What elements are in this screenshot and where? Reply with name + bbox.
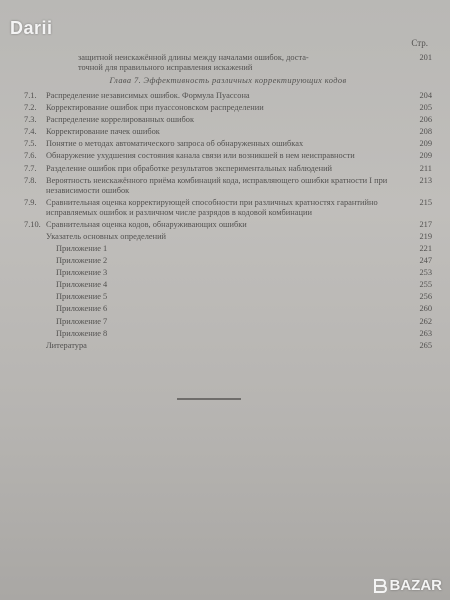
toc-entry-number: 7.2. bbox=[24, 103, 37, 113]
back-matter-page: 262 bbox=[419, 316, 432, 326]
toc-back-matter-item bbox=[24, 256, 432, 266]
toc-entry bbox=[24, 164, 432, 174]
back-matter-title: Литература bbox=[46, 340, 87, 350]
back-matter-title: Приложение 6 bbox=[56, 304, 108, 314]
toc-entry-page: 211 bbox=[419, 163, 432, 173]
toc-entry bbox=[24, 176, 432, 196]
toc-entry-page: 208 bbox=[419, 127, 432, 137]
toc-entry-title: Корректирование ошибок при пуассоновском распределении bbox=[46, 103, 264, 113]
toc-entry bbox=[24, 139, 432, 149]
toc-entry-title: Обнаружение ухудшения состояния канала связи или возникшей в нем неисправности bbox=[46, 151, 355, 161]
toc-entry bbox=[24, 198, 432, 218]
toc-back-matter-item bbox=[24, 329, 432, 339]
toc-entry bbox=[24, 103, 432, 113]
toc-entry-number: 7.10. bbox=[24, 219, 41, 229]
toc-entry-title: Понятие о методах автоматического запроса об обнаруженных ошибках bbox=[46, 139, 304, 149]
toc-back-matter-item bbox=[24, 292, 432, 302]
bazar-logo-text: BAZAR bbox=[389, 577, 442, 594]
back-matter-title: Приложение 1 bbox=[56, 244, 108, 254]
back-matter-page: 253 bbox=[419, 268, 432, 278]
back-matter-title: Приложение 5 bbox=[56, 292, 108, 302]
page-column-label: Стр. bbox=[411, 38, 428, 48]
back-matter-title: Приложение 2 bbox=[56, 256, 108, 266]
toc-entry-number: 7.7. bbox=[24, 163, 37, 173]
toc-entry bbox=[24, 151, 432, 161]
toc-back-matter-item bbox=[24, 280, 432, 290]
toc-back-matter-item bbox=[24, 317, 432, 327]
toc-entry-number: 7.9. bbox=[24, 197, 37, 207]
toc-entry-line: точной для правильного исправления искажений bbox=[78, 62, 253, 72]
toc-entry-title: Распределение коррелированных ошибок bbox=[46, 115, 195, 125]
toc-entry-number: 7.4. bbox=[24, 127, 37, 137]
toc-entry-title: Разделение ошибок при обработке результатов экспериментальных наблюдений bbox=[46, 163, 333, 173]
toc-entry-page: 213 bbox=[419, 175, 432, 185]
toc-entry-page: 206 bbox=[419, 115, 432, 125]
back-matter-page: 219 bbox=[419, 231, 432, 241]
table-of-contents bbox=[24, 38, 432, 353]
back-matter-page: 256 bbox=[419, 292, 432, 302]
toc-entry bbox=[24, 91, 432, 101]
toc-entry-page: 215 bbox=[419, 197, 432, 207]
toc-back-matter-item bbox=[24, 268, 432, 278]
back-matter-title: Приложение 4 bbox=[56, 280, 108, 290]
toc-entries bbox=[24, 91, 432, 230]
back-matter-title: Приложение 7 bbox=[56, 316, 108, 326]
toc-entry-page: 204 bbox=[419, 91, 432, 101]
toc-entry-title: Вероятность неискажённого приёма комбинаций кода, исправляющего ошибки кратности I при независимости ошибок bbox=[46, 175, 388, 195]
toc-entry bbox=[24, 127, 432, 137]
back-matter-page: 263 bbox=[419, 328, 432, 338]
toc-back-matter bbox=[24, 232, 432, 351]
toc-entry-number: 7.6. bbox=[24, 151, 37, 161]
toc-entry-page: 205 bbox=[419, 103, 432, 113]
back-matter-title: Приложение 3 bbox=[56, 268, 108, 278]
toc-entry-page: 209 bbox=[419, 139, 432, 149]
section-divider bbox=[177, 398, 241, 400]
seller-watermark: Darii bbox=[10, 18, 53, 38]
toc-entry-number: 7.5. bbox=[24, 139, 37, 149]
bazar-logo-icon bbox=[372, 578, 388, 594]
toc-entry-page: 209 bbox=[419, 151, 432, 161]
toc-entry-number: 7.3. bbox=[24, 115, 37, 125]
back-matter-page: 260 bbox=[419, 304, 432, 314]
toc-entry-line: защитной неискажённой длины между началами ошибок, доста- bbox=[78, 52, 309, 62]
toc-entry-title: Распределение независимых ошибок. Формула Пуассона bbox=[46, 91, 250, 101]
back-matter-page: 265 bbox=[419, 340, 432, 350]
bazar-logo bbox=[372, 577, 443, 594]
toc-entry-title: Сравнительная оценка кодов, обнаруживающих ошибки bbox=[46, 219, 247, 229]
back-matter-title: Приложение 8 bbox=[56, 328, 108, 338]
toc-entry-page: 217 bbox=[419, 219, 432, 229]
toc-back-matter-item bbox=[24, 244, 432, 254]
toc-back-matter-item bbox=[24, 304, 432, 314]
toc-entry bbox=[24, 220, 432, 230]
toc-entry-page: 201 bbox=[419, 52, 432, 62]
toc-entry-number: 7.8. bbox=[24, 175, 37, 185]
toc-back-matter-item bbox=[24, 232, 432, 242]
toc-entry bbox=[24, 115, 432, 125]
toc-back-matter-item bbox=[24, 341, 432, 351]
back-matter-page: 247 bbox=[419, 256, 432, 266]
back-matter-page: 255 bbox=[419, 280, 432, 290]
toc-entry-continued bbox=[24, 53, 432, 73]
toc-entry-title: Корректирование пачек ошибок bbox=[46, 127, 160, 137]
back-matter-title: Указатель основных определений bbox=[46, 231, 167, 241]
toc-entry-number: 7.1. bbox=[24, 91, 37, 101]
chapter-heading: Глава 7. Эффективность различных корректирующих кодов bbox=[109, 75, 347, 85]
back-matter-page: 221 bbox=[419, 244, 432, 254]
toc-entry-title: Сравнительная оценка корректирующей способности при различных кратностях гарантийно исправляемых ошибок и различном числе разрядов в кодовой комбинации bbox=[46, 197, 378, 217]
